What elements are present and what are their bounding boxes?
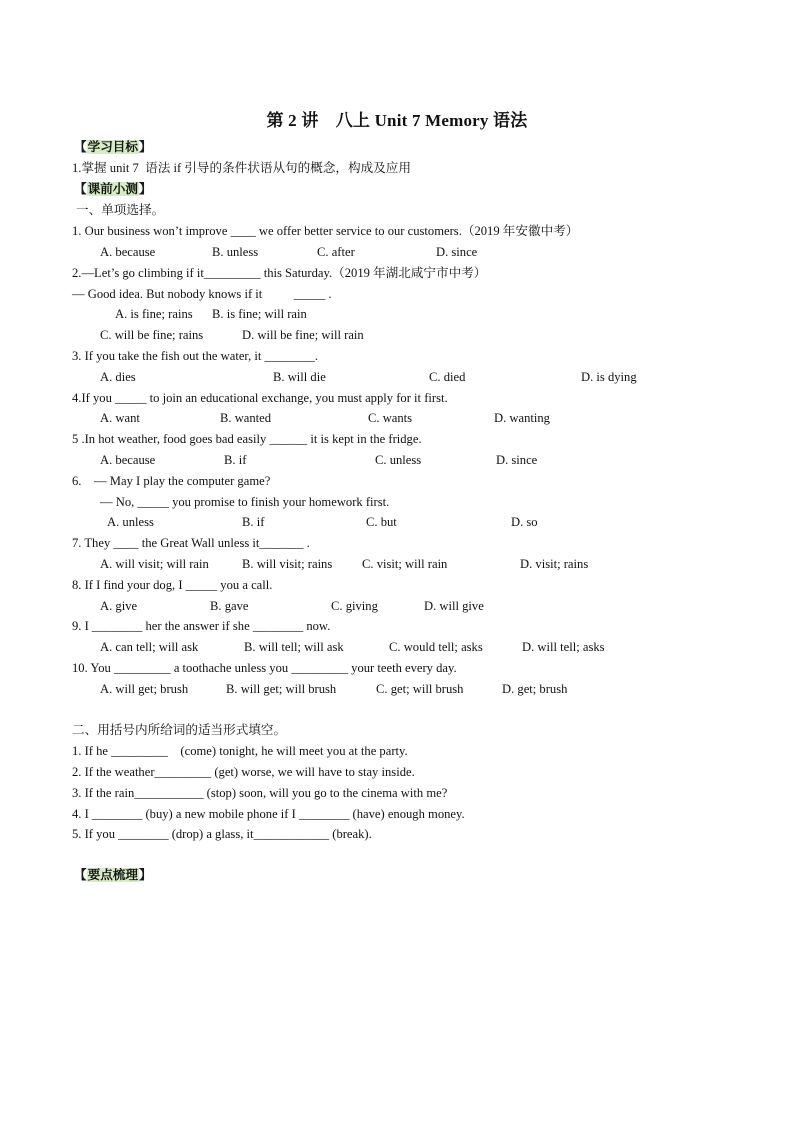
objective-text: 1.掌握 unit 7 语法 if 引导的条件状语从句的概念，构成及应用 bbox=[72, 161, 411, 175]
question-stem: 5 .In hot weather, food goes bad easily ______ it is kept in the fridge. bbox=[72, 432, 422, 446]
fill-blank-item: 1. If he _________ (come) tonight, he will meet you at the party. bbox=[72, 744, 408, 758]
option: B. will get; will brush bbox=[226, 682, 337, 696]
section2-title: 二、用括号内所给词的适当形式填空。 bbox=[72, 723, 287, 737]
option: C. would tell; asks bbox=[389, 640, 483, 654]
option: C. get; will brush bbox=[376, 682, 464, 696]
question-stem: 8. If I find your dog, I _____ you a call. bbox=[72, 578, 273, 592]
option: D. wanting bbox=[494, 411, 550, 425]
question-stem: 10. You _________ a toothache unless you _________ your teeth every day. bbox=[72, 661, 457, 675]
option: D. since bbox=[436, 245, 478, 259]
option: A. is fine; rains bbox=[115, 307, 193, 321]
section1-title: 一、单项选择。 bbox=[76, 203, 165, 217]
page-title: 第 2 讲 八上 Unit 7 Memory 语法 bbox=[266, 111, 528, 130]
question-stem: 7. They ____ the Great Wall unless it_______ . bbox=[72, 536, 310, 550]
fill-blank-item: 5. If you ________ (drop) a glass, it____________ (break). bbox=[72, 827, 372, 841]
question-stem: 3. If you take the fish out the water, it ________. bbox=[72, 349, 319, 363]
option: C. will be fine; rains bbox=[100, 328, 204, 342]
option: A. want bbox=[100, 411, 140, 425]
option: A. because bbox=[100, 245, 156, 259]
option: C. visit; will rain bbox=[362, 557, 448, 571]
option: C. unless bbox=[375, 453, 422, 467]
fill-blank-item: 2. If the weather_________ (get) worse, we will have to stay inside. bbox=[72, 765, 415, 779]
option: B. gave bbox=[210, 599, 249, 613]
question-stem-continued: — Good idea. But nobody knows if it _____ . bbox=[72, 287, 332, 301]
option: A. can tell; will ask bbox=[100, 640, 199, 654]
option: B. if bbox=[242, 515, 265, 529]
option: D. will be fine; will rain bbox=[242, 328, 364, 342]
option: B. will die bbox=[273, 370, 326, 384]
option: B. wanted bbox=[220, 411, 272, 425]
fill-blank-item: 4. I ________ (buy) a new mobile phone if I ________ (have) enough money. bbox=[72, 807, 465, 821]
option: D. will tell; asks bbox=[522, 640, 605, 654]
question-stem: 4.If you _____ to join an educational exchange, you must apply for it first. bbox=[72, 391, 448, 405]
question-stem: 1. Our business won’t improve ____ we offer better service to our customers.（2019 年安徽中考） bbox=[72, 224, 579, 238]
option: A. will get; brush bbox=[100, 682, 189, 696]
question-stem: 9. I ________ her the answer if she ________ now. bbox=[72, 619, 331, 633]
question-stem: 6. — May I play the computer game? bbox=[72, 474, 271, 488]
option: A. dies bbox=[100, 370, 136, 384]
section-header-keypoints: 【要点梳理】 bbox=[74, 868, 152, 882]
section-header-objectives: 【学习目标】 bbox=[74, 140, 152, 154]
option: B. will tell; will ask bbox=[244, 640, 344, 654]
option: D. visit; rains bbox=[520, 557, 589, 571]
option: C. but bbox=[366, 515, 397, 529]
option: D. will give bbox=[424, 599, 484, 613]
question-stem: 2.—Let’s go climbing if it_________ this Saturday.（2019 年湖北咸宁市中考） bbox=[72, 266, 487, 280]
option: D. is dying bbox=[581, 370, 637, 384]
option: B. if bbox=[224, 453, 247, 467]
option: A. unless bbox=[107, 515, 154, 529]
fill-blank-item: 3. If the rain___________ (stop) soon, will you go to the cinema with me? bbox=[72, 786, 448, 800]
option: D. since bbox=[496, 453, 538, 467]
option: C. after bbox=[317, 245, 355, 259]
option: D. get; brush bbox=[502, 682, 568, 696]
option: C. giving bbox=[331, 599, 378, 613]
question-stem-continued: — No, _____ you promise to finish your homework first. bbox=[100, 495, 390, 509]
option: C. died bbox=[429, 370, 466, 384]
option: D. so bbox=[511, 515, 538, 529]
option: B. is fine; will rain bbox=[212, 307, 307, 321]
section-header-pretest: 【课前小测】 bbox=[74, 182, 152, 196]
option: B. will visit; rains bbox=[242, 557, 333, 571]
option: B. unless bbox=[212, 245, 259, 259]
option: A. will visit; will rain bbox=[100, 557, 209, 571]
option: C. wants bbox=[368, 411, 413, 425]
option: A. give bbox=[100, 599, 138, 613]
option: A. because bbox=[100, 453, 156, 467]
